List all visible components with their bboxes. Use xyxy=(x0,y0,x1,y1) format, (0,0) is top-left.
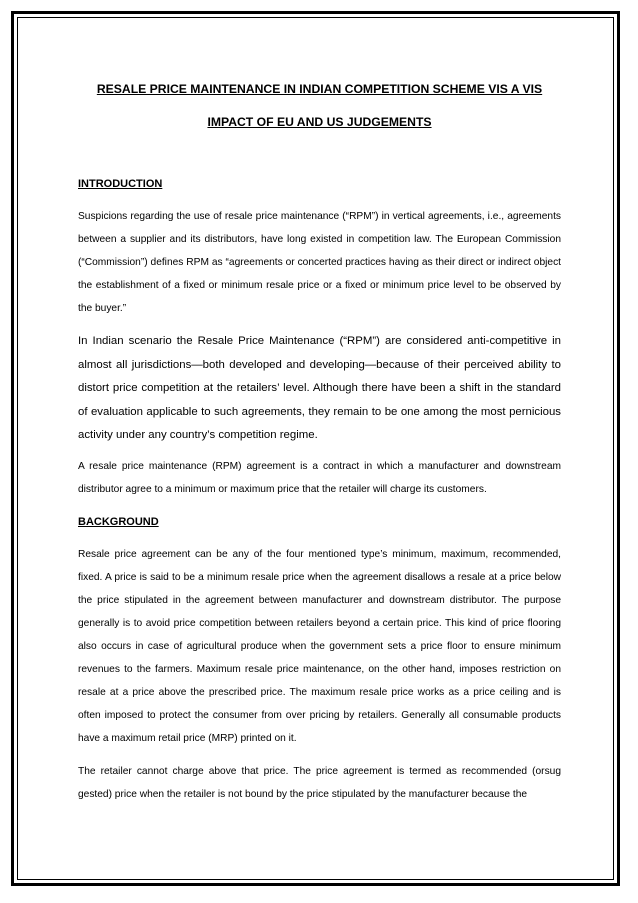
intro-paragraph-2: In Indian scenario the Resale Price Maintenance (“RPM”) are considered anti-competitive in almost all jurisdictions—both developed and developing—because of their perceived ability to distort price competition at the retailers’ level. Although there have been a shift in the standard of evaluation applicable to such agreements, they remain to be one among the most pernicious activity under any country’s competition regime. xyxy=(78,335,561,442)
intro-paragraph-3: A resale price maintenance (RPM) agreement is a contract in which a manufacturer and downstream distributor agree to a minimum or maximum price that the retailer will charge its customers. xyxy=(78,460,561,495)
background-paragraph-1: Resale price agreement can be any of the four mentioned type’s minimum, maximum, recommended, fixed. A price is said to be a minimum resale price when the agreement disallows a resale at a price below the price stipulated in the agreement between manufacturer and downstream distributor. The purpose generally is to avoid price competition between retailers beyond a certain price. This kind of price flooring also occurs in case of agricultural produce when the government sets a price floor to ensure minimum revenues to the farmers. Maximum resale price maintenance, on the other hand, imposes restriction on resale at a price above the prescribed price. The maximum resale price works as a price ceiling and is often imposed to protect the consumer from over pricing by retailers. Generally all consumable products have a maximum retail price (MRP) printed on it. xyxy=(78,548,561,744)
section-heading-introduction: INTRODUCTION xyxy=(78,178,163,190)
document-body xyxy=(78,73,561,806)
background-paragraph-2: The retailer cannot charge above that price. The price agreement is termed as recommended (orsug gested) price when the retailer is not bound by the price stipulated by the manufacturer because the xyxy=(78,765,561,800)
document-title: RESALE PRICE MAINTENANCE IN INDIAN COMPETITION SCHEME VIS A VIS IMPACT OF EU AND US JUDGEMENTS xyxy=(96,82,543,129)
section-heading-background: BACKGROUND xyxy=(78,515,159,528)
intro-paragraph-1: Suspicions regarding the use of resale price maintenance (“RPM”) in vertical agreements, i.e., agreements between a supplier and its distributors, have long existed in competition law. The European Commission (“Commission”) defines RPM as “agreements or concerted practices having as their direct or indirect object the establishment of a fixed or minimum resale price or a fixed or minimum price level to be observed by the buyer.” xyxy=(78,211,561,314)
